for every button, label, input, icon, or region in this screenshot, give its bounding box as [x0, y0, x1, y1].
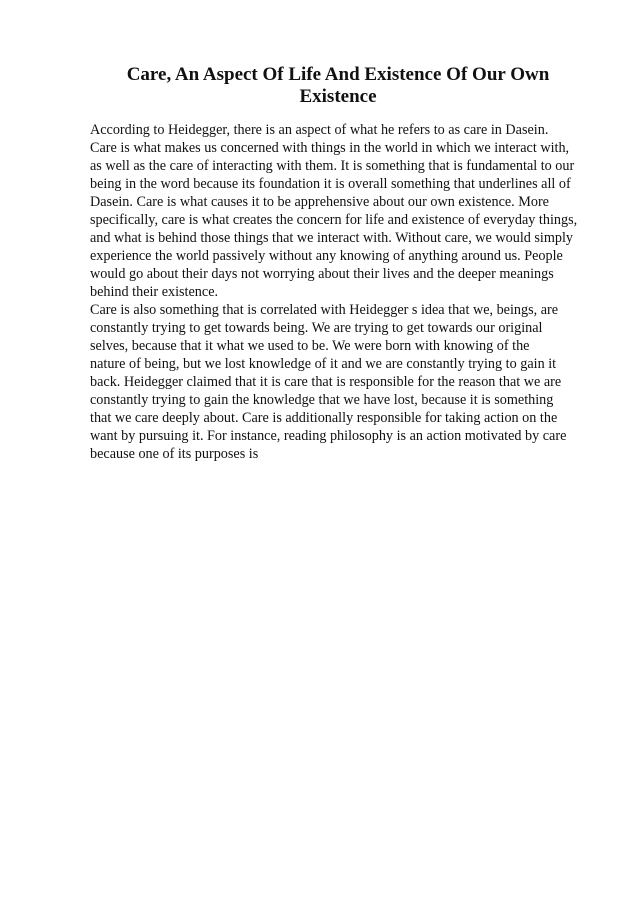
text-line: constantly trying to get towards being. We are trying to get towards our original [90, 320, 543, 336]
text-line: nature of being, but we lost knowledge of it and we are constantly trying to gain it [90, 356, 557, 372]
text-line: experience the world passively without any knowing of anything around us. People [90, 248, 563, 264]
text-line: Care is what makes us concerned with things in the world in which we interact with, [90, 140, 570, 156]
text-line: selves, because that it what we used to be. We were born with knowing of the [90, 338, 530, 354]
text-line: constantly trying to gain the knowledge that we have lost, because it is something [90, 392, 554, 408]
text-line: According to Heidegger, there is an aspect of what he refers to as care in Dasein. [90, 122, 549, 138]
document-body [90, 121, 600, 463]
text-line: that we care deeply about. Care is additionally responsible for taking action on the [90, 410, 558, 426]
text-line: behind their existence. [90, 284, 219, 300]
document-title: Care, An Aspect Of Life And Existence Of Our Own Existence [126, 64, 550, 107]
text-line: want by pursuing it. For instance, reading philosophy is an action motivated by care [90, 428, 567, 444]
text-line: back. Heidegger claimed that it is care that is responsible for the reason that we are [90, 374, 562, 390]
text-line: specifically, care is what creates the concern for life and existence of everyday things, [90, 212, 578, 228]
text-line: Care is also something that is correlated with Heidegger s idea that we, beings, are [90, 302, 559, 318]
text-line: as well as the care of interacting with them. It is something that is fundamental to our [90, 158, 575, 174]
text-line: and what is behind those things that we interact with. Without care, we would simply [90, 230, 574, 246]
text-line: being in the word because its foundation it is overall something that underlines all of [90, 176, 571, 192]
text-line: because one of its purposes is [90, 446, 259, 462]
text-line: would go about their days not worrying about their lives and the deeper meanings [90, 266, 554, 282]
text-line: Dasein. Care is what causes it to be apprehensive about our own existence. More [90, 194, 549, 210]
